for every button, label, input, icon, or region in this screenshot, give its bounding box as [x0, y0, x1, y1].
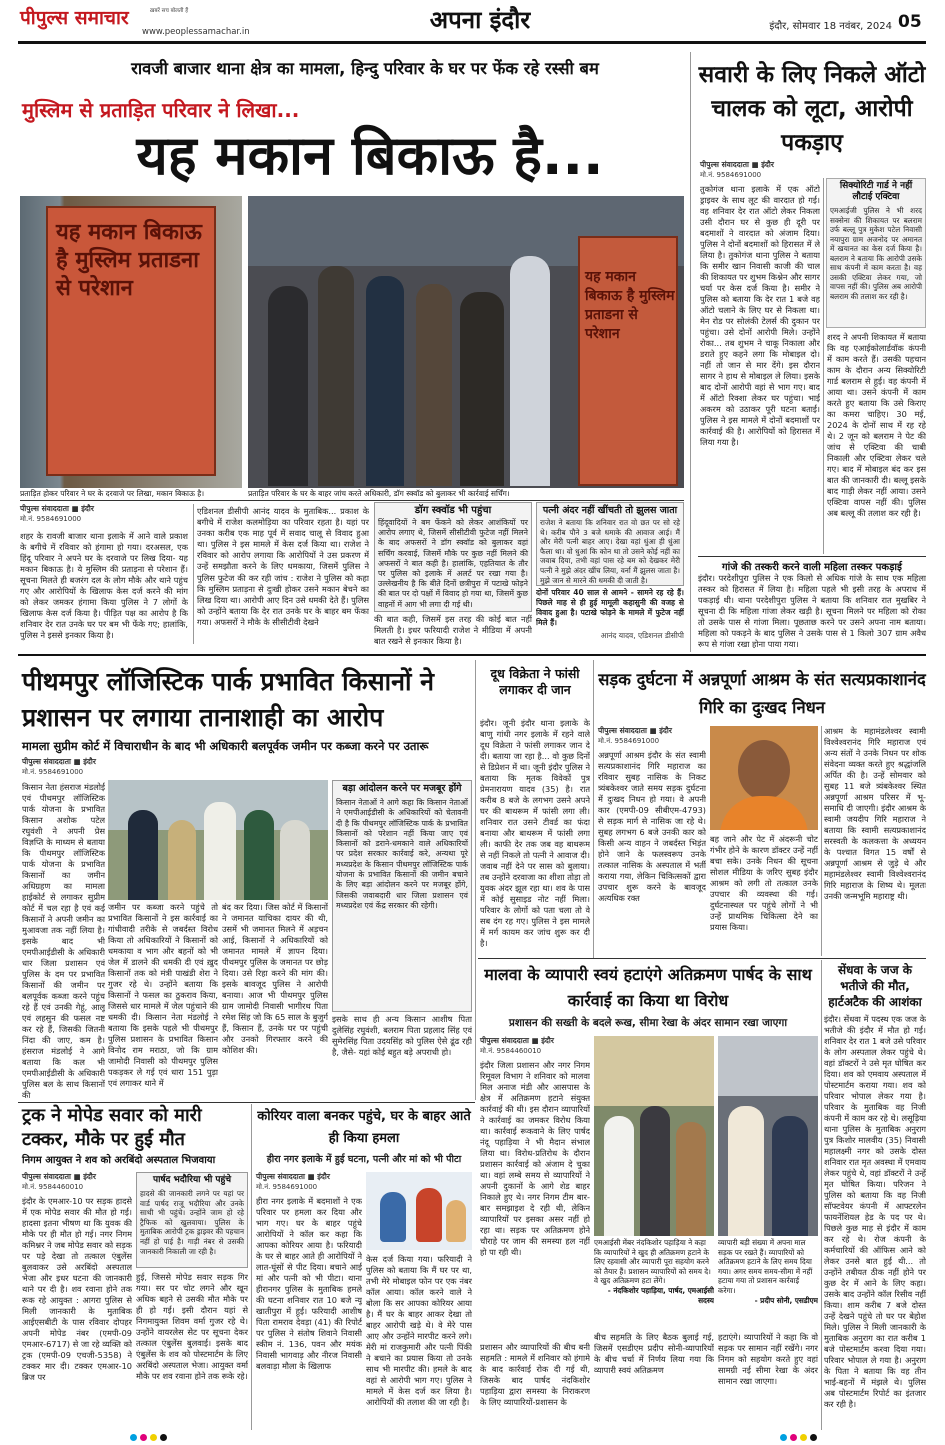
registration-black [160, 1434, 167, 1441]
courier-illustration [366, 1172, 472, 1250]
farmers-byline: पीपुल्स संवाददाता ■ इंदौर [22, 757, 96, 766]
box-councillor-text: हादसे की जानकारी लगने पर यहां पर वार्ड पार्षद राजू भदौरिया और उनके साथी भी पहुंचे। उन्होंने जाम हो रहे ट्रैफिक को खुलवाया। पुलिस के मुताबिक आरोपी ट्रक ड्राइवर की पहचान नहीं हो पाई है। गाड़ी नंबर से उसकी जानकारी निकाली जा रही है। [140, 1189, 244, 1256]
malwa-photo1-caption [594, 1238, 714, 1328]
malwa-photo2-caption [718, 1238, 818, 1328]
lead-col3-tail: की बात कही, जिसमें इस तरह की कोई बात नहीं मिलती है। इधर फरियादी राजेश ने मीडिया में अपनी बात रखने से इनकार किया है। [374, 614, 532, 646]
courier-col1: हीरा नगर इलाके में बदमाशों ने एक परिवार पर हमला कर दिया और भाग गए। घर के बाहर पहुंचे आरोपियों ने कॉल कर कहा कि आपका कोरियर आया है। फरियादी के घर से बाहर आते ही आरोपियों ने लात-घूंसों से पीट दिया। बचाने आई मां और पत्नी को भी पीटा। थाना हीरानगर पुलिस के मुताबिक हमले की घटना शनिवार रात 10 बजे न्यू खातीपुरा में हुई। फरियादी आशीष पिता रामराव देवड़ा (41) की रिपोर्ट पर पुलिस ने संतोष शिवाने निवासी स्कीम नं. 136, पवन और मयंक निवासी भागवाड़ और नीरज निवासी बलवाड़ा मौला के खिलाफ [256, 1196, 362, 1371]
malwa-photo1 [594, 1036, 714, 1236]
lead-kicker: रावजी बाजार थाना क्षेत्र का मामला, हिन्दु परिवार के घर पर फेंक रहे रस्सी बम [131, 59, 599, 78]
sant-byline: पीपुल्स संवाददाता ■ इंदौर [598, 726, 672, 735]
malwa-photo2-attr: - प्रदीप सोनी, एसडीएम [754, 1295, 818, 1305]
malwa-col1b: प्रशासन और व्यापारियों की बीच बनी सहमति : मामले में शनिवार को हंगामे के बाद कार्रवाई रोक दी गई थी, जिसके बाद पार्षद नंदकिशोर पहाड़िया द्वारा समस्या के निराकरण के लिए व्यापारियों-प्रशासन के [480, 1342, 590, 1407]
malwa-col2: बीच सहमति के लिए बैठक बुलाई गई, जिसमें एसडीएम प्रदीप सोनी-व्यापारियों के बीच चर्चा में निर्णय लिया गया कि व्यापारी स्वयं अतिक्रमण [594, 1332, 714, 1375]
auto-byline: पीपुल्स संवाददाता ■ इंदौर [700, 160, 774, 169]
brand-tagline: ख़बरें सच बोलती हैं [150, 8, 189, 14]
box-dog-text: हिंदूवादियों ने बम फेंकने को लेकर आशंकियों पर आरोप लगाए थे, जिसमें सीसीटीवी फुटेज नहीं मिलने के बाद अफसरों ने डॉग स्क्वॉड को बुलाकर वहां सर्चिंग करवाई, जिसमें मौके पर कुछ नहीं मिलने की अफसरों ने बात कही है। हालांकि, एहतियात के तौर पर पुलिस को इलाके में अलर्ट पर रखा गया है। उल्लेखनीय है कि बीते दिनों छत्रीपुरा में पटाखे फोड़ने की बात पर दो पक्षों में विवाद हो गया था, जिसमें कुछ वाहनों में आग भी लगा दी गई थी। [378, 518, 528, 609]
malwa-photo2-caption-text: व्यापारी बड़ी संख्या में अपना माल सड़क पर रखते हैं। व्यापारियों को अतिक्रमण हटाने के लिए समय दिया गया। अगर समय समय-सीमा में नहीं हटाया गया तो प्रशासन कार्रवाई करेगा। [718, 1238, 813, 1295]
byline-city: इंदौर [761, 160, 774, 169]
box-security-guard [826, 178, 926, 328]
farmers-col4: इसके साथ ही अन्य किसान आशीष पिता दुलेसिंह रघुवंशी, बलराम पिता प्रहलाद सिंह एवं सुमेरसिंह पिता उदयसिंह को पुलिस ऐसे ढूंढ रही है, जैसे- यहां कोई बहुत बड़े अपराधी हो। [332, 1014, 472, 1057]
malwa-photo2 [718, 1036, 818, 1236]
graffiti-text-1: यह मकान बिकाऊ है मुस्लिम प्रताडना से परेशान [56, 219, 202, 301]
byline-name: पीपुल्स संवाददाता [700, 160, 749, 169]
courier-col2: केस दर्ज किया गया। फरियादी ने पुलिस को बताया कि मैं घर पर था, तभी मेरे मोबाइल फोन पर एक नंबर कॉल आया। कॉल करने वाले ने बोला कि सर आपका कोरियर आया है। मैं घर के बाहर आकर देखा तो बाहर आरोपी खड़े थे। वे मेरे पास आए और उन्होंने मारपीट करने लगे। मेरी मां राजकुमारी और पत्नी पिंकी ने बचाने का प्रयास किया तो उनके साथ भी मारपीट की। हमले के बाद वहां से आरोपी भाग गए। पुलिस ने मामले में केस दर्ज कर लिया है। आरोपियों की तलाश की जा रही है। [366, 1254, 472, 1407]
box-security-text: एमआईजी पुलिस ने भी शरद सक्सेना की शिकायत पर बलराम उर्फ बल्लू पुत्र मुकेश पटेल निवासी नयापुरा ग्राम अजनोद पर अमानत में खयानत का केस दर्ज किया है। बलराम ने बताया कि आरोपी उसके साथ कंपनी में काम करता है। वह उसकी एक्टिवा लेकर गया, जो वापस नहीं की। पुलिस अब आरोपी बलराम की तलाश कर रही है। [830, 206, 922, 301]
door-graffiti-2 [578, 236, 678, 486]
byline-city: इंदौर [659, 726, 672, 735]
ganja-headline: गांजे की तस्करी करने वाली महिला तस्कर पकड़ाई [722, 562, 902, 573]
truck-byline: पीपुल्स संवाददाता ■ इंदौर [22, 1172, 96, 1181]
box-dog-head: डॉग स्क्वॉड भी पहुंचा [414, 505, 492, 516]
farmers-col3: बंद कर दिया। जिस कोर्ट में किसानों ने जमानत याचिका दायर की थी, उसमें भी जमानत मिलने में अड़चन आई, किसानों ने अधिकारियों को जमानत मामले में ज्ञापन दिया। पीथमपुर पुलिस के जमानत पर छोड़ दिया। उसे रिहा करने की मांग की। इसके बावजूद पुलिस ने आरोपी बनाया। आज भी पीथमपुर पुलिस ग्राम जामोदी निवासी भागीरथ पिता रमेश सिंह जो कि 65 साल के बुजुर्ग हैं, किसान हैं, उनके घर पर पहुंची और उनको गिरफ्तार करने की कोशिश की। [222, 902, 328, 1055]
box-councillor-head: पार्षद भदौरिया भी पहुंचे [152, 1175, 232, 1185]
registration-cyan-right [780, 1434, 787, 1441]
masthead-rule [18, 41, 926, 44]
lead-col2b: पुलिस फुटेज की कर रही जांच : राजेश ने पुलिस को कहा कि मुस्लिम प्रताड़ना से दुःखी होकर उसने मकान बेचने का लिख दिया था। आरोपी आए दिन उसे धमकी देते हैं। पुलिस को उन्होंने बताया कि देर रात उनके घर के बाहर बम फेंका गया। अफसरों ने मौके के सीसीटीवी देखने [197, 573, 369, 627]
lead-byline: पीपुल्स संवाददाता ■ इंदौर [20, 504, 94, 513]
lead-headline: यह मकान बिकाऊ है... [136, 124, 604, 187]
byline-city: इंदौर [83, 1172, 96, 1181]
malwa-phone: मो.नं. 9584460010 [480, 1047, 542, 1055]
box-farmers-head: बड़ा आंदोलन करने पर मजबूर होंगे [342, 783, 462, 794]
malwa-photo1-caption-text: एमआईसी मेंबर नंदकिशोर पहाड़िया ने कहा कि व्यापारियों ने खुद ही अतिक्रमण हटाने के लिए रहवासी और व्यापारी पूरा सहयोग करने को तैयार हैं। प्रशासन व्यापारियों को समय दे। वे खुद अतिक्रमण हटा लेंगे। [594, 1238, 711, 1286]
farmers-headline: पीथमपुर लॉजिस्टिक पार्क प्रभावित किसानों ने प्रशासन पर लगाया तानाशाही का आरोप [22, 667, 435, 732]
lead-photo-door [20, 196, 242, 488]
byline-city: इंदौर [83, 757, 96, 766]
sant-col3: आश्रम के महामंडलेश्वर स्वामी विश्वेश्वरानंद गिरि महाराज एवं अन्य संतों ने उनके निधन पर शोक संवेदना व्यक्त करते हुए श्रद्धांजलि अर्पित की है। उन्हें सोमवार को सुबह 11 बजे त्र्यंबकेश्वर स्थित अन्नपूर्णा आश्रम परिसर में भू-समाधि दी जाएगी। इंदौर आश्रम के स्वामी जयदीप गिरि महाराज ने बताया कि स्वामी सत्यप्रकाशानंद सरस्वती के कलकत्ता के अध्ययन के पश्चात विगत 15 वर्षों से अन्नपूर्णा आश्रम से जुड़े थे और महामंडलेश्वर स्वामी विश्वेश्वरानंद गिरि महाराज के शिष्य थे। मूलतः उनकी जन्मभूमि महाराष्ट्र थी। [824, 726, 926, 901]
box-security-head: सिक्योरिटी गार्ड ने नहीं लौटाई एक्टिवा [839, 181, 913, 202]
website-link[interactable]: www.peoplessamachar.in [142, 27, 250, 37]
sant-col2: बह जाने और पेट में अंदरूनी चोट गंभीर होने के कारण डॉक्टर उन्हें नहीं बचा सके। उनके निधन की सूचना सोशल मीडिया के जरिए सुबह इंदौर आश्रम को लगी तो तत्काल उनके उपचार की व्यवस्था की गई। दुर्घटनास्थल पर पहुंचे लोगों ने भी उन्हें प्राथमिक चिकित्सा देने का प्रयास किया। [710, 834, 818, 932]
truck-col1: इंदौर के एमआर-10 पर सड़क हादसे में एक मोपेड सवार की मौत हो गई। हादसा इतना भीषण था कि युवक की मौके पर ही मौत हो गई। नगर निगम कमिश्नर ने जब मोपेड सवार को सड़क पर पड़े देखा तो तत्काल एंबुलेंस बुलवाकर उसे अरबिंदो अस्पताल भेजा और इधर घटना की जानकारी थाने पर दी है। शव रवाना होने तक रूक रहे आयुक्त : आगरा पुलिस से मिली जानकारी के मुताबिक आईएसबीटी के पास रविवार दोपहर अपनी मोपेड नंबर (एमपी-09 एमआर-6717) से जा रहे व्यक्ति को ट्रक (एमपी-09 एचजी-5358) ने टक्कर मार दी। टक्कर एमआर-10 ब्रिज पर [22, 1196, 132, 1382]
truck-subhead: निगम आयुक्त ने शव को अरबिंदो अस्पताल भिजवाया [22, 1155, 216, 1166]
sendhwa-headline: सेंधवा के जज के भतीजे की मौत, हार्टअटैक की आशंका [828, 963, 922, 1009]
courier-headline: कोरियर वाला बनकर पहुंचे, घर के बाहर आते ही किया हमला [257, 1109, 471, 1146]
quote-attribution: आनंद यादव, एडिशनल डीसीपी [600, 631, 684, 640]
lead-photo1-caption: प्रताड़ित होकर परिवार ने घर के दरवाजे पर लिखा, मकान बिकाऊ है। [20, 489, 242, 499]
box-wife-text: राजेश ने बताया कि शनिवार रात वो छत पर सो रहे थे। करीब पौने 3 बजे धमाके की आवाज आई। मैं और मेरी पत्नी बाहर आए। देखा वहां धुंआ ही धुंआ फैला था। वो धुआं कि कोन था तो उसने कोई नहीं का जवाब दिया, तभी वहां पास रहे बम को देखकर मेरी पत्नी ने मुझे अंदर खींच लिया, वर्ना मैं झुलस जाता है। मुझे जान से मारने की धमकी दी जाती है। [540, 518, 680, 585]
byline-city: इंदौर [541, 1036, 554, 1045]
courier-subhead: हीरा नगर इलाके में हुई घटना, पत्नी और मां को भी पीटा [266, 1154, 462, 1165]
courier-byline: पीपुल्स संवाददाता ■ इंदौर [256, 1172, 330, 1181]
registration-magenta-right [790, 1434, 797, 1441]
malwa-col3: हटाएंगे। व्यापारियों ने कहा कि वो सड़क पर सामान नहीं रखेंगे। नगर निगम को सहयोग करते हुए वहां सामग्री नई सीमा रेखा के अंदर सामान रखा जाएगा। [718, 1332, 818, 1386]
graffiti-text-2: यह मकान बिकाऊ है मुस्लिम प्रताडना से परेशान [585, 269, 675, 342]
sant-photo [710, 726, 818, 830]
lead-quote [536, 588, 684, 646]
box-wife-head: पत्नी अंदर नहीं खींचती तो झुलस जाता [542, 505, 678, 516]
auto-side-col: शरद ने अपनी शिकायत में बताया कि वह एआईकोलार्डवॉक कंपनी में काम करते हैं। उसकी पहचान काम के दौरान अन्य सिक्योरिटी गार्ड बलराम से हुई। वह कंपनी में आया था। उसने कंपनी में काम करते हुए बताया कि उसे किराए का कमरा चाहिए। 30 मई, 2024 के दोनों साथ में रह रहे थे। 2 जून को बलराम ने पेट की जांच से एक्टिवा की चाबी निकाली और एक्टिवा लेकर चले गए। बाद में मोबाइल बंद कर इस बात की जानकारी दी। बल्लू इसके बाद गाड़ी लेकर नहीं आया। उसने एक्टिवा वापस नहीं की। पुलिस अब बल्लू की तलाश कर रही है। [827, 332, 926, 518]
lead-photo2-caption: प्रताड़ित परिवार के घर के बाहर जांच करते अधिकारी, डॉग स्क्वॉड को बुलाकर भी कार्रवाई सर्चिंग। [248, 489, 510, 498]
lead-phone: मो.नं. 9584691000 [20, 515, 82, 523]
farmers-col2: जमीन पर कब्जा करने पहुंचे तो प्रभावित किसानों ने इस कार्रवाई का गांधीवादी तरीके से जबर्दस्त विरोध किया तो अधिकारियों ने किसानों को धमकाया व भाग और बहनों को भी जेल में डालने की धमकी दी एवं ख़ुद किसानों तक को मंत्री पाखंडी शेरा ने गुजर रहे थे। उन्होंने बताया कि किसानों ने फसल का ठुकराव किया, जिससे धार मामले में जेल पहुंचाने की धमकी दी। किसान नेता मंडलोई ने बताया कि इसके पहले भी पीथमपुर पुलिस प्रशासन के प्रभावित किसान विनोद राम मराठा, जो कि ग्राम जामोदी निवासी को पीथमपुर पुलिस पकड़कर ले गई एवं धारा 151 पुड़ा एवं लगाकर थाने में [108, 902, 218, 1088]
box-farmers-protest [332, 780, 472, 1012]
box-wife [536, 502, 684, 586]
courier-phone: मो.नं. 9584691000 [256, 1183, 318, 1191]
sant-phone: मो.नं. 9584691000 [598, 737, 660, 745]
registration-black-right [810, 1434, 817, 1441]
registration-magenta [140, 1434, 147, 1441]
farmers-subhead: मामला सुप्रीम कोर्ट में विचाराधीन के बाद भी अधिकारी बलपूर्वक जमीन पर कब्जा करने पर उतारू [22, 739, 429, 753]
byline-city: इंदौर [317, 1172, 330, 1181]
section-title: अपना इंदौर [429, 6, 531, 34]
sant-headline: सड़क दुर्घटना में अन्नपूर्णा आश्रम के संत सत्यप्रकाशानंद गिरि का दुःखद निधन [598, 670, 926, 717]
lead-subhead: मुस्लिम से प्रताड़ित परिवार ने लिखा... [22, 98, 300, 122]
box-dog-squad [374, 502, 532, 612]
sendhwa-text: इंदौर। सेंधवा में पदस्थ एक जज के भतीजे की इंदौर में मौत हो गई। शनिवार देर रात 1 बजे उसे परिवार के लोग अस्पताल लेकर पहुंचे थे। वहां डॉक्टरों ने उसे मृत घोषित कर दिया। शव को एमवाय अस्पताल में पोस्टमार्टम कराया गया। शव को परिवार भोपाल लेकर गया है। परिवार के मुताबिक वह निजी कंपनी में काम कर रहे थे। लसूड़िया थाना पुलिस के मुताबिक अनुराग पुत्र किशोर मालवीय (35) निवासी महालक्ष्मी नगर को उसके दोस्त शनिवार रात मृत अवस्था में एमवाय लेकर पहुंचे थे, वहां डॉक्टरों ने उन्हें मृत घोषित किया। परिजन ने पुलिस को बताया कि वह निजी सॉफ्टवेयर कंपनी में आफ्टरलेन फायनेंशियल हेड के पद पर थे। पिछले कुछ माह से इंदौर में काम कर रहे थे। रोज कंपनी के कर्मचारियों की ऑफिस आने को लेकर उनसे बात हुई थी... तो उन्होंने तबीयत ठीक नहीं होने पर कुछ देर में आने के लिए कहा। उसके बाद उन्होंने कॉल रिसीव नहीं किया। शाम करीब 7 बजे दोस्त उन्हें देखने पहुंचे तो घर पर बेहोश मिले। पुलिस ने मिली जानकारी के मुताबिक अनुराग का रात करीब 1 बजे पोस्टमार्टम करवा दिया गया। परिवार भोपाल ले गया है। अनुराग के पिता ने बताया कि वह तीन भाई-बहनों में मंझले थे। पुलिस अब पोस्टमार्टम रिपोर्ट का इंतजार कर रही है। [824, 1014, 926, 1409]
farmers-phone: मो.नं. 9584691000 [22, 768, 84, 776]
malwa-col1: इंदौर जिला प्रशासन और नगर निगम रिमूवल विभाग ने शनिवार को मालवा मिल अनाज मंडी और आसपास के क्षेत्र में अतिक्रमण हटाने संयुक्त कार्रवाई की थी। इस दौरान व्यापारियों ने कार्रवाई का जमकर विरोध किया था। कार्रवाई रूकवाने के लिए पार्षद नंदू पहाड़िया ने भी मैदान संभाल लिया था। विरोध-प्रतिरोध के दौरान प्रशासन कार्रवाई को अंजाम दे चुका था। वहां लम्बे समय से व्यापारियों ने अपनी दुकानों के आगे शेड बाहर निकाले हुए थे। नगर निगम टीम बार-बार समझाइश दे रही थी, लेकिन व्यापारियों पर इसका असर नहीं हो रहा था। सड़क पर अतिक्रमण होने चौराहे पर जाम की समस्या हल नहीं हो पा रही थी। [480, 1060, 590, 1257]
lead-col1: शहर के रावजी बाजार थाना इलाके में आने वाले प्रकाश के बगीचे में रविवार को हंगामा हो गया। दरअसल, एक हिंदू परिवार ने अपने घर के दरवाजे पर लिख दिया- यह मकान बिकाऊ है। ये मुस्लिम की प्रताड़ना से परेशान हैं। सूचना मिलते ही बजरंग दल के लोग मौके और थाने पहुंच गए और आरोपियों के खिलाफ केस दर्ज करने की मांग को लेकर जमकर हंगामा किया पुलिस ने 7 लोगों के खिलाफ केस दर्ज किया है। पीड़ित पक्ष का आरोप है कि शनिवार देर रात उनके घर पर बम भी फेंके गए; हालांकि, पुलिस ने इससे इनकार किया है। [20, 531, 188, 640]
malwa-headline: मालवा के व्यापारी स्वयं हटाएंगे अतिक्रमण पार्षद के साथ कार्रवाई का किया था विरोध [484, 965, 812, 1010]
malwa-subhead: प्रशासन की सख्ती के बदले रूख, सीमा रेखा के अंदर सामान रखा जाएगा [508, 1017, 788, 1029]
dateline: इंदौर, सोमवार 18 नवंबर, 2024 [769, 21, 892, 32]
ganja-text: इंदौर। परदेशीपुरा पुलिस ने एक किलो से अधिक गांजे के साथ एक महिला तस्कर को हिरासत में लिया है। महिला पहले भी इसी तरह के अपराध में पकड़ाई थी। थाना परदेशीपुरा पुलिस ने बताया कि शनिवार रात मुखबिर ने सूचना दी कि महिला गांजा लेकर खड़ी है। सूचना मिलने पर महिला को रोका तो उसके पास से गांजा मिला। पूछताछ करने पर उसने अपना नाम बताया। महिला को पकड़ने के बाद पुलिस ने उसके पास से 1 किलो 307 ग्राम अवैध रूप से गांजा रखा होना पाया गया। [698, 573, 926, 649]
truck-headline: ट्रक ने मोपेड सवार को मारी टक्कर, मौके पर हुई मौत [22, 1105, 202, 1150]
door-graffiti-1 [46, 206, 216, 476]
truck-col2: हुई, जिससे मोपेड सवार सड़क गिर गया। सर पर चोट लगने और खून अधिक बहने से उसकी मौत मौके पर ही हो गई। इसी दौरान यहां से निगमायुक्त शिवम वर्मा गुजर रहे थे। उन्होंने वायरलेस सेट पर सूचना देकर तत्काल एंबुलेंस बुलवाई। इसके बाद एंबुलेंस के शव को पोस्टमार्टम के लिए अरबिंदो अस्पताल भेजा। आयुक्त वर्मा मौके पर शव रवाना होने तक रूके रहे। [136, 1272, 248, 1381]
auto-headline: सवारी के लिए निकले ऑटो चालक को लूटा, आरोपी पकड़ाए [698, 62, 926, 156]
malwa-photo1-attr: - नंदकिशोर पहाड़िया, पार्षद, एमआईसी सदस्य [607, 1285, 714, 1305]
byline-city: इंदौर [81, 504, 94, 513]
lead-photo-officers [248, 196, 684, 488]
byline-name: पीपुल्स संवाददाता [22, 1172, 71, 1181]
box-farmers-text: किसान नेताओं ने आगे कहा कि किसान नेताओं ने एमपीआईडीसी के अधिकारियों को चेतावनी दी है कि पीथमपुर लॉजिस्टिक पार्क के प्रभावित किसानों को परेशान नहीं किया जाए एवं किसानों को डराने-धमकाने वाले अधिकारियों पर प्रदेश सरकार कार्रवाई करे, अन्यथा पूरे मध्यप्रदेश के किसान पीथमपुर लॉजिस्टिक पार्क योजना के प्रभावित किसानों की जमीन बचाने के लिए बड़ा आंदोलन करने पर मजबूर होंगे, जिसकी जवाबदारी धार जिला प्रशासन एवं मध्यप्रदेश एवं केंद्र सरकार की रहेगी। [336, 798, 468, 910]
byline-name: पीपुल्स संवाददाता [20, 504, 69, 513]
farmers-photo [108, 780, 328, 900]
registration-yellow-right [800, 1434, 807, 1441]
registration-cyan [130, 1434, 137, 1441]
milk-headline: दूध विक्रेता ने फांसी लगाकर दी जान [490, 666, 580, 697]
auto-col1: तुकोगंज थाना इलाके में एक ऑटो ड्राइवर के साथ लूट की वारदात हो गई। वह शनिवार देर रात ऑटो लेकर निकला उसी दौरान घर से कुछ ही दूरी पर बदमाशों ने वारदात को अंजाम दिया। पुलिस ने दोनों बदमाशों को हिरासत में ले लिया है। तुकोगंज थाना पुलिस ने बताया कि समीर खान निवासी काजी की चाल की शिकायत पर शुभम किश्नेन और सागर चर्या पर केस दर्ज किया है। समीर ने पुलिस को बताया कि देर रात 1 बजे वह ऑटो चलाने के लिए घर से निकला था। मेन रोड पर सोलंकी टेलर्स की दुकान पर पहुंचा। उसे दोनों आरोपी मिले। उन्होंने रोका... तब शुभम ने चाकू निकाला और डराते हुए कहने लगा कि मोबाइल दो। नहीं तो जान से मार देंगे। इस दौरान सागर ने हाथ से मोबाइल ले लिया। इसके बाद दोनों आरोपी वहां से भाग गए। बाद में ऑटो रिक्शा लेकर घर पहुंचा। भाई अकरम को उठाकर पूरी घटना बताई। पुलिस ने इस मामले में दोनों बदमाशों पर कार्रवाई की है। आरोपियों को हिरासत में लिया गया है। [700, 184, 820, 447]
registration-yellow [150, 1434, 157, 1441]
sant-col1: अन्नपूर्णा आश्रम इंदौर के संत स्वामी सत्यप्रकाशानंद गिरि महाराज का रविवार सुबह नासिक के निकट त्र्यंबकेश्वर जाते समय सड़क दुर्घटना में दुःखद निधन हो गया। वे अपनी कार (एमपी-09 सीबीएम-4793) से सड़क मार्ग से नासिक जा रहे थे। सुबह लगभग 6 बजे उनकी कार को किसी अन्य वाहन ने जबर्दस्त भिड़ंत होने जाने के फलस्वरूप उनके तत्काल नासिक के अस्पताल में भर्ती कराया गया, लेकिन चिकित्सकों द्वारा उपचार शुरू करने के बावजूद अत्यधिक रक्त [598, 750, 706, 903]
byline-name: पीपुल्स संवाददाता [256, 1172, 305, 1181]
quote-text: दोनों परिवार 40 साल से आमने - सामने रह रहे हैं। पिछले माह से ही हुई मामूली कहासुनी की वजह से विवाद हुआ है। पटाखे फोड़ने के मामले में फुटेज नहीं मिले हैं। [536, 588, 684, 627]
truck-phone: मो.नं. 9584460010 [22, 1183, 84, 1191]
page-number: 05 [898, 12, 922, 32]
milk-text: इंदौर। जूनी इंदौर थाना इलाके के बाणु गांधी नगर इलाके में रहने वाले दूध विक्रेता ने फांसी लगाकर जान दे दी। बताया जा रहा है... वो कुछ दिनों से डिप्रेशन में था। जूनी इंदौर पुलिस ने बताया कि मृतक विवेकों पुत्र प्रेमनारायण यादव (35) है। रात करीब 8 बजे के लगभग उसने अपने घर की बाथरूम में फांसी लगा ली। शनिवार रात उसने टीवर्ड का फंदा बनाया और बाथरूम में फांसी लगा ली। काफी देर तक जब वह बाथरूम से नहीं निकले तो पत्नी ने आवाज दी। जवाब नहीं देने पर सास को बुलाया। तब उन्होंने दरवाजा का शीशा तोड़ा तो युवक अंदर झूल रहा था। शव के पास में कोई सुसाइड नोट नहीं मिला। परिवार के लोगों को पता चला तो वे सब दंग रह गए। पुलिस ने इस मामले में मर्ग कायम कर जांच शुरू कर दी है। [480, 718, 590, 948]
farmers-col1: किसान नेता हंसराज मंडलोई एवं पीथमपुर लॉजिस्टिक पार्क योजना के प्रभावित किसान अशोक पटेल रघुवंशी ने अपनी प्रेस विज्ञप्ति के माध्यम से बताया कि पीथमपुर लॉजिस्टिक पार्क योजना के प्रभावित किसानों का जमीन अधिग्रहण का मामला हाईकोर्ट से लगाकर सुप्रीम कोर्ट में चल रहा है एवं कई किसानों ने अपनी जमीन का मुआवजा तक नहीं लिया है। इसके बाद भी एमपीआईडीसी के अधिकारी धार जिला प्रशासन एवं पुलिस के दम पर प्रभावित किसानों की जमीन पर बलपूर्वक कब्जा करने पहुंच रहे हैं एवं उनकी गेहूं, आलू एवं लहसुन की फसल नष्ट कर रहे हैं, जिसकी जितनी निंदा की जाए, कम है। हंसराज मंडलोई ने आगे बताया कि कल भी एमपीआईडीसी के अधिकारी पुलिस बल के साथ किसानों की [22, 782, 105, 1100]
brand-name: पीपुल्स समाचार [20, 7, 129, 29]
malwa-byline: पीपुल्स संवाददाता ■ इंदौर [480, 1036, 554, 1045]
box-councillor [136, 1172, 248, 1268]
auto-phone: मो.नं. 9584691000 [700, 171, 762, 179]
byline-name: पीपुल्स संवाददाता [480, 1036, 529, 1045]
byline-name: पीपुल्स संवाददाता [598, 726, 647, 735]
byline-name: पीपुल्स संवाददाता [22, 757, 71, 766]
lead-col2: एडिशनल डीसीपी आनंद यादव के मुताबिक... प्रकाश के बगीचे में राजेश कलमोड़िया का परिवार रहता है। यहां पर उनका करीब एक माह पूर्व में सवाद चालू से विवाद हुआ था। पुलिस ने इस मामले में केस दर्ज किया था। राजेश ने रविवार को आरोप लगाया कि आरोपियों ने उस प्रकरण में उन्हें समझौता करने के लिए धमकाया, जिसमें पुलिस ने [197, 506, 369, 571]
